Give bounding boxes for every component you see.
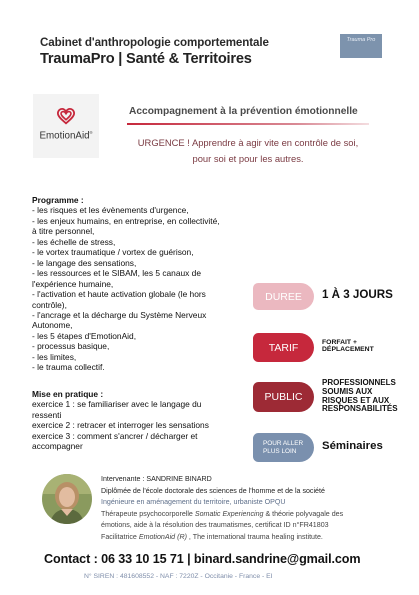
list-item: - les limites, [32, 351, 77, 362]
duree-value: 1 À 3 JOURS [322, 288, 393, 301]
tarif-value: FORFAIT + DÉPLACEMENT [322, 339, 374, 354]
list-item: - le trauma collectif. [32, 362, 105, 373]
emotionaid-logo-text: EmotionAid® [39, 130, 93, 142]
emotionaid-logo [33, 94, 99, 158]
list-item: - processus basique, [32, 341, 110, 352]
list-item: contrôle), [32, 299, 67, 310]
list-item: - l'ancrage et la décharge du Système Nerveux [32, 309, 207, 320]
public-badge: PUBLIC [253, 382, 314, 412]
therapeute: Thérapeute psychocorporelle Somatic Experiencing & théorie polyvagale des [101, 509, 344, 518]
programme-heading: Programme : [32, 195, 84, 205]
bio-block [101, 474, 401, 543]
contact-line: Contact : 06 33 10 15 71 | binard.sandrine@gmail.com [44, 552, 361, 566]
urgence-text: URGENCE ! Apprendre à agir vite en contrôle de soi, pour soi et pour les autres. [137, 137, 359, 164]
list-item: exercice 1 : se familiariser avec le langage du [32, 399, 202, 410]
list-item: exercice 3 : comment s'ancrer / décharger et [32, 430, 198, 441]
list-item: à titre personnel, [32, 226, 95, 237]
diplome: Diplômée de l'école doctorale des sciences de l'homme et de la société [101, 486, 325, 495]
cabinet-title: Cabinet d'anthropologie comportementale [40, 36, 269, 49]
list-item: - les risques et les évènements d'urgence, [32, 205, 189, 216]
brand-title: TraumaPro | Santé & Territoires [40, 51, 252, 67]
list-item: - les échelle de stress, [32, 236, 116, 247]
list-item: accompagner [32, 441, 83, 452]
tarif-badge: TARIF [253, 333, 314, 362]
list-item: - l'activation et haute activation globale (le hors [32, 289, 206, 300]
list-item: - les ressources et le SIBAM, les 5 canaux de [32, 268, 201, 279]
avatar [42, 474, 92, 524]
traumapro-badge: Trauma Pro [340, 34, 382, 58]
list-item: - le vortex traumatique / vortex de guérison, [32, 247, 194, 258]
list-item: l'expérience humaine, [32, 278, 114, 289]
duree-badge: DUREE [253, 283, 314, 310]
practice-heading: Mise en pratique : [32, 389, 104, 399]
list-item: - les enjeux humains, en entreprise, en collectivité, [32, 215, 220, 226]
ingenieure: Ingénieure en aménagement du territoire, urbaniste OPQU [101, 498, 286, 506]
emotions-line: émotions, aide à la résolution des traumatismes, certificat ID n°FR41803 [101, 521, 329, 529]
siren-line: N° SIREN : 481608552 - NAF : 7220Z - Occitanie - France - EI [84, 573, 273, 580]
intervenante: Intervenante : SANDRINE BINARD [101, 475, 212, 483]
emotionaid-heart-icon [57, 108, 75, 126]
title-divider [127, 123, 369, 126]
list-item: - le langage des sensations, [32, 257, 137, 268]
plus-loin-badge: POUR ALLER PLUS LOIN [253, 433, 314, 462]
portrait-photo [42, 474, 92, 524]
programme-list [32, 195, 254, 373]
practice-list [32, 389, 254, 452]
facilitatrice: Facilitatrice EmotionAid (R) , The international trauma healing institute. [101, 532, 323, 541]
section-title: Accompagnement à la prévention émotionnelle [129, 106, 358, 117]
list-item: - les 5 étapes d'EmotionAid, [32, 330, 137, 341]
list-item: ressenti [32, 409, 62, 420]
seminaires-value: Séminaires [322, 440, 383, 452]
public-value: PROFESSIONNELS SOUMIS AUX RISQUES ET AUX RESPONSABILITÉS [322, 378, 398, 414]
list-item: exercice 2 : retracer et interroger les sensations [32, 420, 209, 431]
list-item: Autonome, [32, 320, 73, 331]
